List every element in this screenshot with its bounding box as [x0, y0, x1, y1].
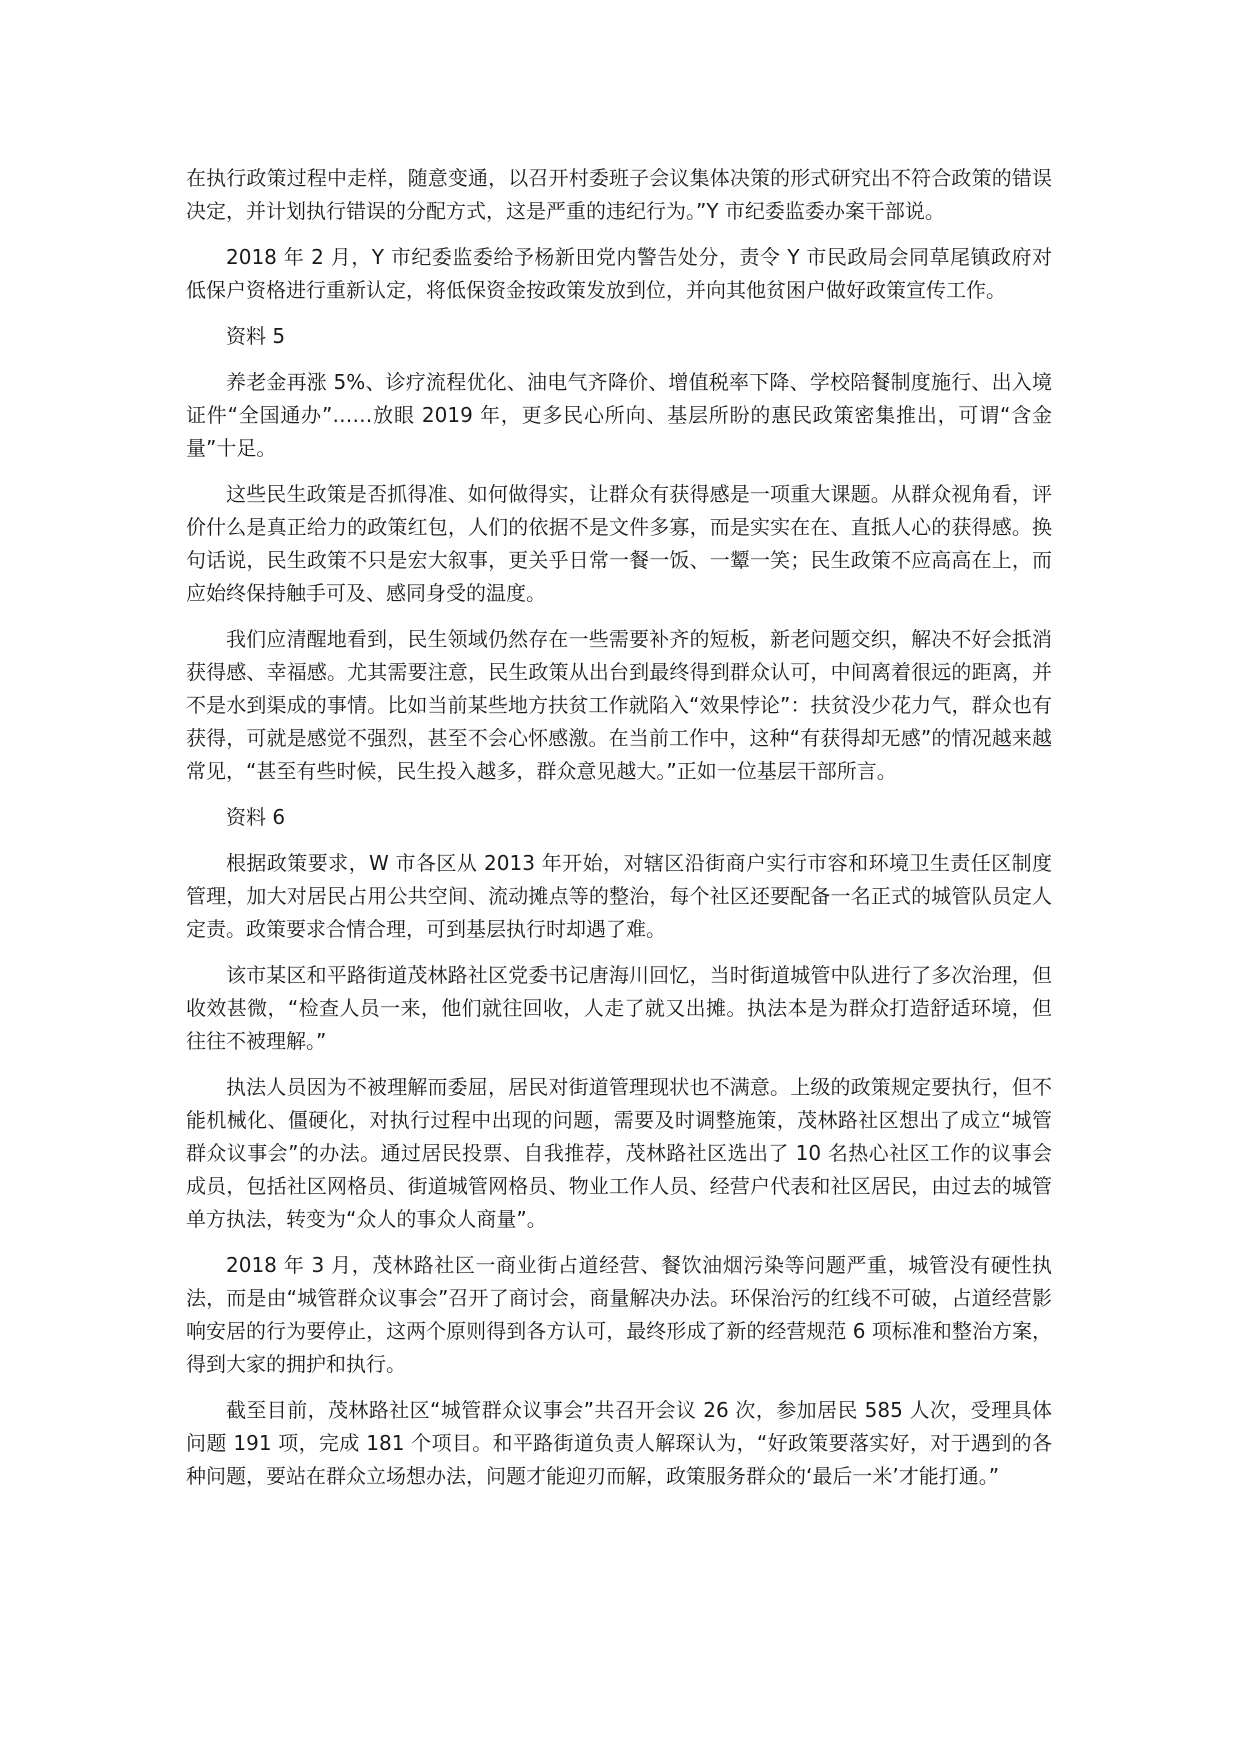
section-heading-material-5: 资料 5: [226, 324, 286, 348]
paragraph: 执法人员因为不被理解而委屈，居民对街道管理现状也不满意。上级的政策规定要执行，但不能机械化、僵硬化，对执行过程中出现的问题，需要及时调整施策，茂林路社区想出了成立“城管群众议事会”的办法。通过居民投票、自我推荐，茂林路社区选出了 10 名热心社区工作的议事会成员，包括社区网格员、街道城管网格员、物业工作人员、经营户代表和社区居民，由过去的城管单方执法，转变为“众人的事众人商量”。: [186, 1075, 1052, 1231]
paragraph: 该市某区和平路街道茂林路社区党委书记唐海川回忆，当时街道城管中队进行了多次治理，但收效甚微，“检查人员一来，他们就往回收，人走了就又出摊。执法本是为群众打造舒适环境，但往往不被理解。”: [186, 963, 1052, 1053]
paragraph: 根据政策要求，W 市各区从 2013 年开始，对辖区沿街商户实行市容和环境卫生责任区制度管理，加大对居民占用公共空间、流动摊点等的整治，每个社区还要配备一名正式的城管队员定人定责。政策要求合情合理，可到基层执行时却遇了难。: [186, 851, 1052, 941]
paragraph-continued: 在执行政策过程中走样，随意变通，以召开村委班子会议集体决策的形式研究出不符合政策的错误决定，并计划执行错误的分配方式，这是严重的违纪行为。”Y 市纪委监委办案干部说。: [186, 166, 1052, 223]
section-heading-material-6: 资料 6: [226, 805, 286, 829]
paragraph: 我们应清醒地看到，民生领域仍然存在一些需要补齐的短板，新老问题交织，解决不好会抵消获得感、幸福感。尤其需要注意，民生政策从出台到最终得到群众认可，中间离着很远的距离，并不是水到渠成的事情。比如当前某些地方扶贫工作就陷入“效果悖论”：扶贫没少花力气，群众也有获得，可就是感觉不强烈，甚至不会心怀感激。在当前工作中，这种“有获得却无感”的情况越来越常见，“甚至有些时候，民生投入越多，群众意见越大。”正如一位基层干部所言。: [186, 627, 1052, 783]
document-page: [186, 162, 1052, 1506]
paragraph: 2018 年 3 月，茂林路社区一商业街占道经营、餐饮油烟污染等问题严重，城管没有硬性执法，而是由“城管群众议事会”召开了商讨会，商量解决办法。环保治污的红线不可破，占道经营影响安居的行为要停止，这两个原则得到各方认可，最终形成了新的经营规范 6 项标准和整治方案，得到大家的拥护和执行。: [186, 1253, 1052, 1376]
paragraph: 养老金再涨 5%、诊疗流程优化、油电气齐降价、增值税率下降、学校陪餐制度施行、出入境证件“全国通办”……放眼 2019 年，更多民心所向、基层所盼的惠民政策密集推出，可谓“含金量”十足。: [186, 370, 1052, 460]
paragraph: 截至目前，茂林路社区“城管群众议事会”共召开会议 26 次，参加居民 585 人次，受理具体问题 191 项，完成 181 个项目。和平路街道负责人解琛认为，“好政策要落实好，对于遇到的各种问题，要站在群众立场想办法，问题才能迎刃而解，政策服务群众的‘最后一米’才能打通。”: [186, 1398, 1052, 1488]
paragraph: 2018 年 2 月，Y 市纪委监委给予杨新田党内警告处分，责令 Y 市民政局会同草尾镇政府对低保户资格进行重新认定，将低保资金按政策发放到位，并向其他贫困户做好政策宣传工作。: [186, 245, 1052, 302]
paragraph: 这些民生政策是否抓得准、如何做得实，让群众有获得感是一项重大课题。从群众视角看，评价什么是真正给力的政策红包，人们的依据不是文件多寡，而是实实在在、直抵人心的获得感。换句话说，民生政策不只是宏大叙事，更关乎日常一餐一饭、一颦一笑；民生政策不应高高在上，而应始终保持触手可及、感同身受的温度。: [186, 482, 1052, 605]
